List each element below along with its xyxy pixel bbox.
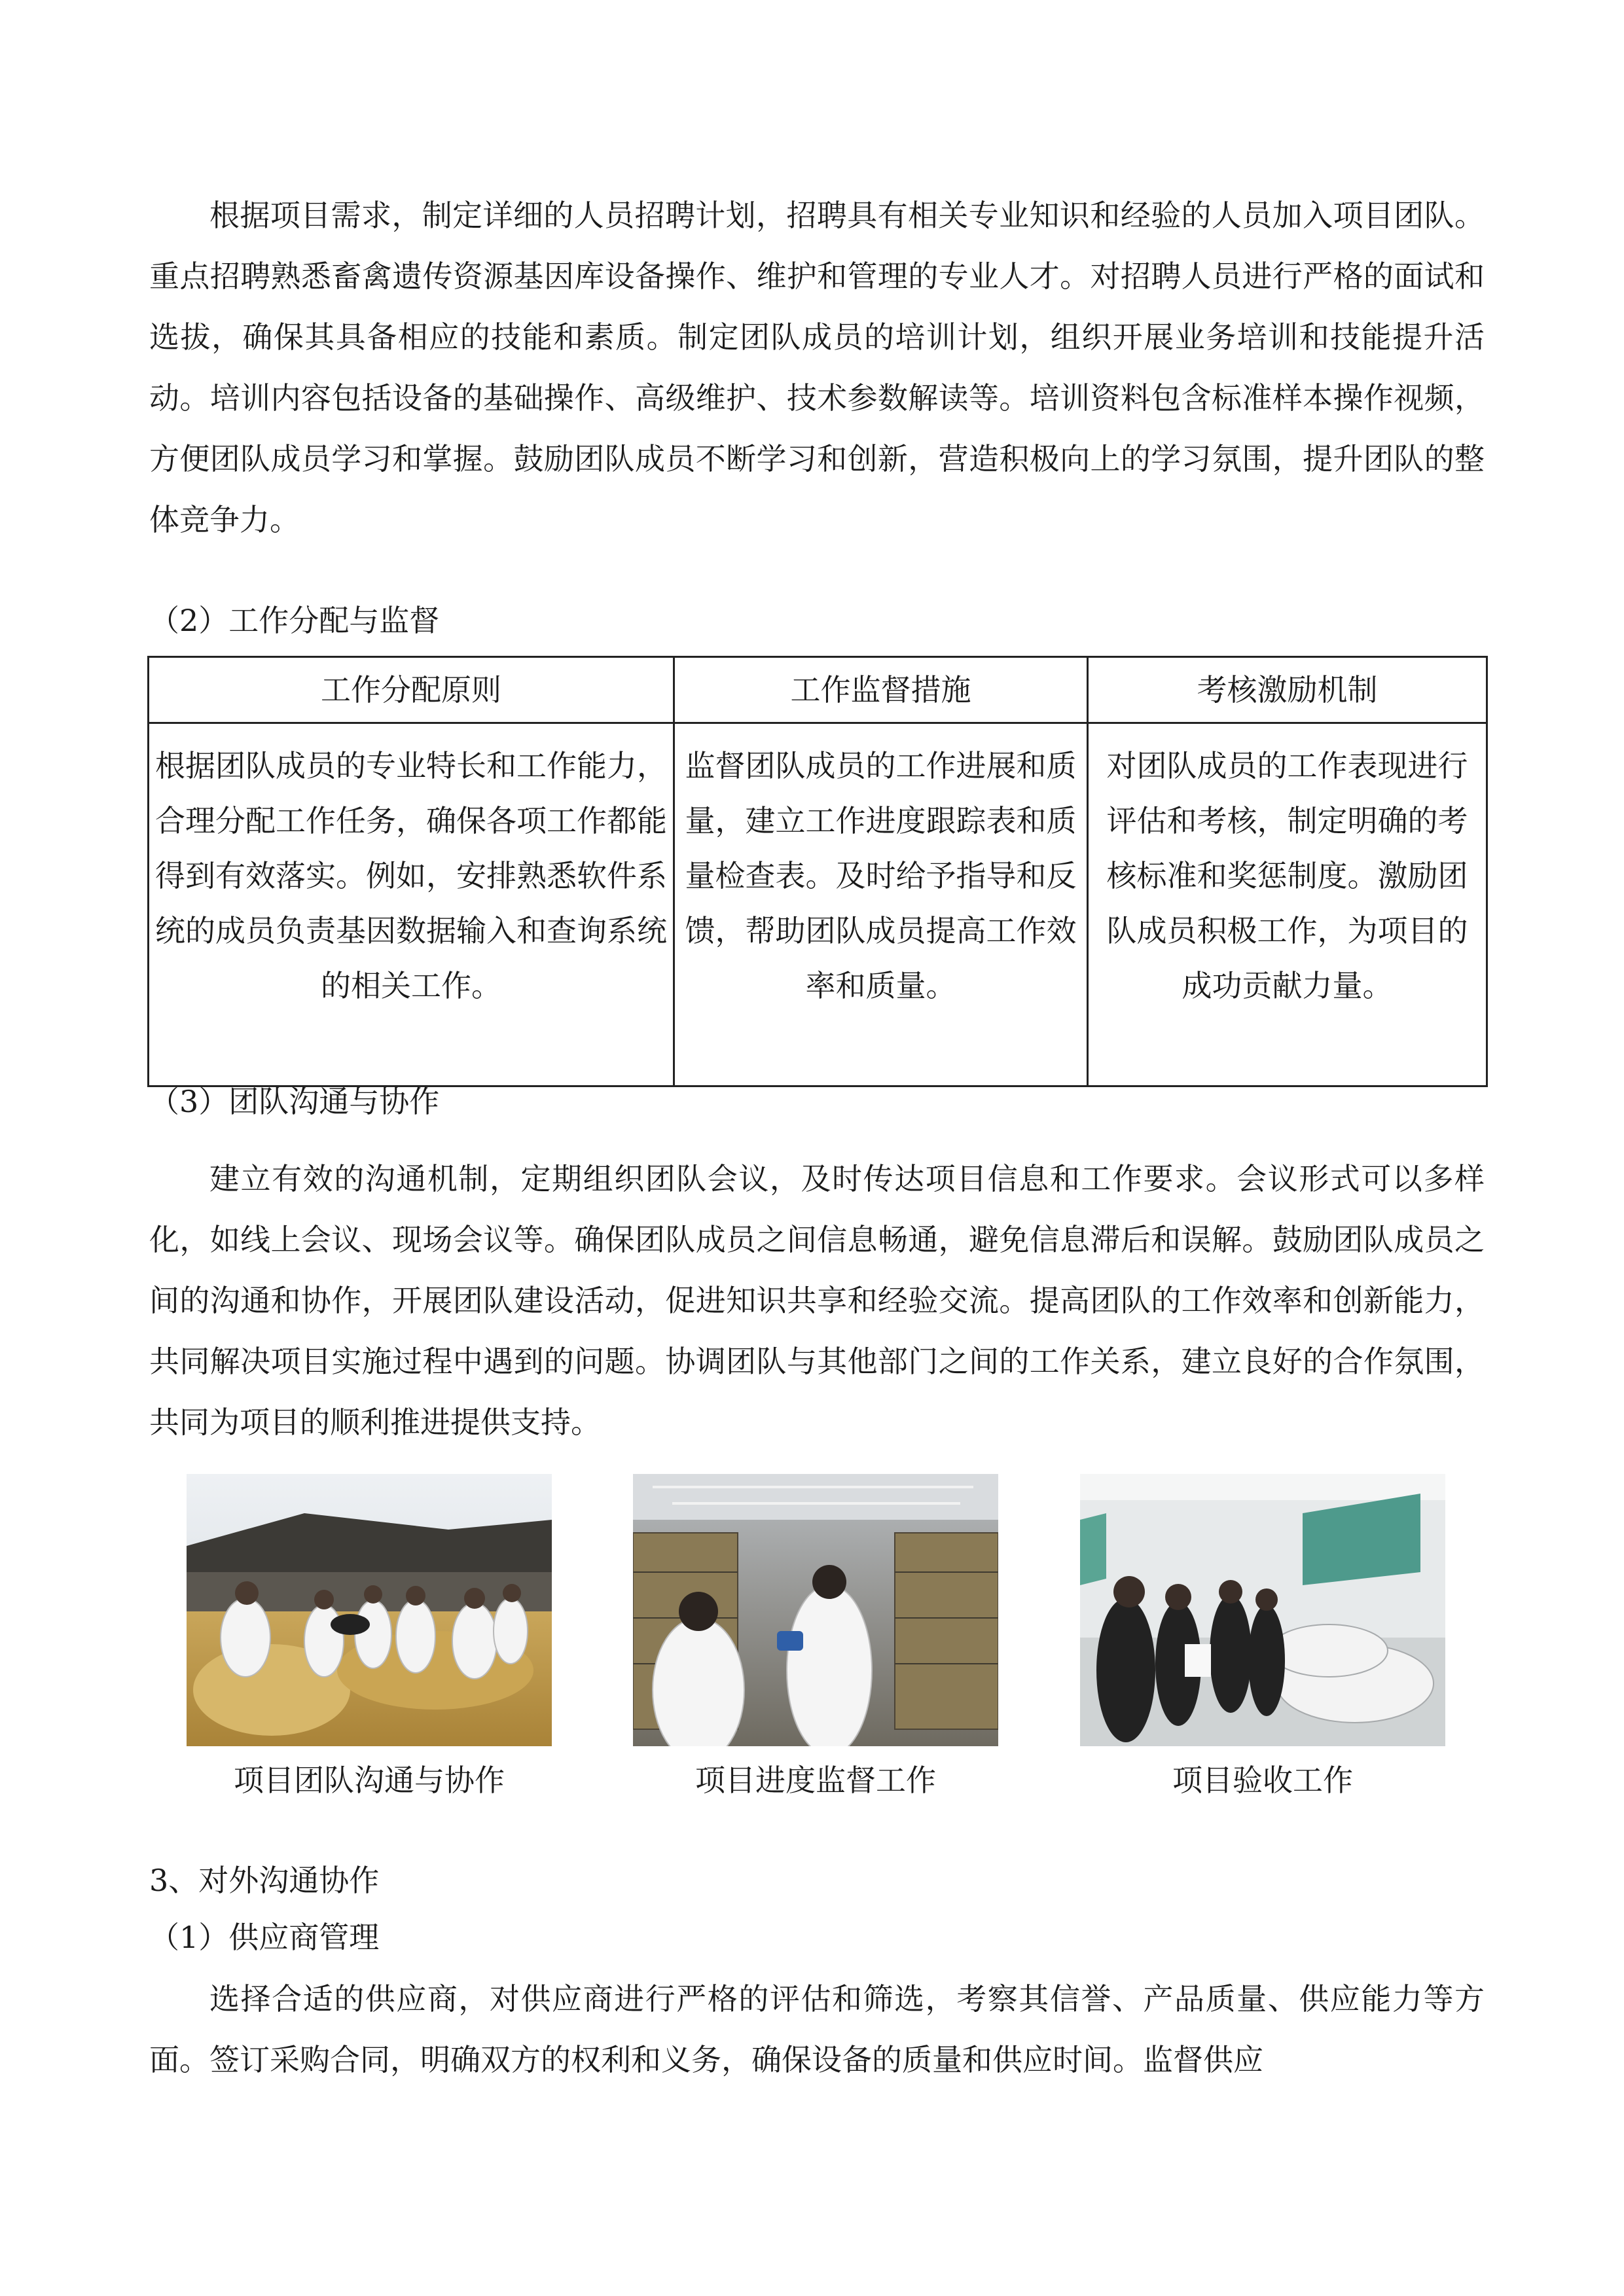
photo-caption: 项目团队沟通与协作	[234, 1763, 505, 1798]
paragraph-supplier: 选择合适的供应商，对供应商进行严格的评估和筛选，考察其信誉、产品质量、供应能力等方面。签订采购合同，明确双方的权利和义务，确保设备的质量和供应时间。监督供应	[149, 1981, 1485, 2077]
heading-external-communication: 3、对外沟通协作	[149, 1863, 380, 1898]
table-header-cell: 工作分配原则	[149, 657, 674, 723]
heading-team-communication: （3）团队沟通与协作	[149, 1084, 440, 1119]
table-row	[149, 723, 1487, 1086]
table-header-cell: 工作监督措施	[674, 657, 1088, 723]
work-allocation-table	[147, 656, 1488, 1087]
photo-caption: 项目进度监督工作	[695, 1763, 936, 1798]
progress-supervision-photo	[633, 1474, 998, 1746]
table-header-cell: 考核激励机制	[1088, 657, 1487, 723]
heading-work-allocation: （2）工作分配与监督	[149, 603, 440, 638]
table-cell: 监督团队成员的工作进展和质量，建立工作进度跟踪表和质量检查表。及时给予指导和反馈，帮助团队成员提高工作效率和质量。	[674, 723, 1088, 1086]
photo-caption: 项目验收工作	[1172, 1763, 1353, 1798]
heading-supplier-management: （1）供应商管理	[149, 1920, 380, 1955]
table-header-row	[149, 657, 1487, 723]
table-cell: 对团队成员的工作表现进行评估和考核，制定明确的考核标准和奖惩制度。激励团队成员积极工作，为项目的成功贡献力量。	[1088, 723, 1487, 1086]
table-cell: 根据团队成员的专业特长和工作能力，合理分配工作任务，确保各项工作都能得到有效落实。例如，安排熟悉软件系统的成员负责基因数据输入和查询系统的相关工作。	[149, 723, 674, 1086]
team-communication-photo	[187, 1474, 552, 1746]
paragraph-communication: 建立有效的沟通机制，定期组织团队会议，及时传达项目信息和工作要求。会议形式可以多样化，如线上会议、现场会议等。确保团队成员之间信息畅通，避免信息滞后和误解。鼓励团队成员之间的沟通和协作，开展团队建设活动，促进知识共享和经验交流。提高团队的工作效率和创新能力，共同解决项目实施过程中遇到的问题。协调团队与其他部门之间的工作关系，建立良好的合作氛围，共同为项目的顺利推进提供支持。	[149, 1161, 1485, 1440]
acceptance-photo	[1080, 1474, 1445, 1746]
paragraph-recruitment: 根据项目需求，制定详细的人员招聘计划，招聘具有相关专业知识和经验的人员加入项目团队。重点招聘熟悉畜禽遗传资源基因库设备操作、维护和管理的专业人才。对招聘人员进行严格的面试和选拔，确保其具备相应的技能和素质。制定团队成员的培训计划，组织开展业务培训和技能提升活动。培训内容包括设备的基础操作、高级维护、技术参数解读等。培训资料包含标准样本操作视频，方便团队成员学习和掌握。鼓励团队成员不断学习和创新，营造积极向上的学习氛围，提升团队的整体竞争力。	[149, 198, 1485, 537]
